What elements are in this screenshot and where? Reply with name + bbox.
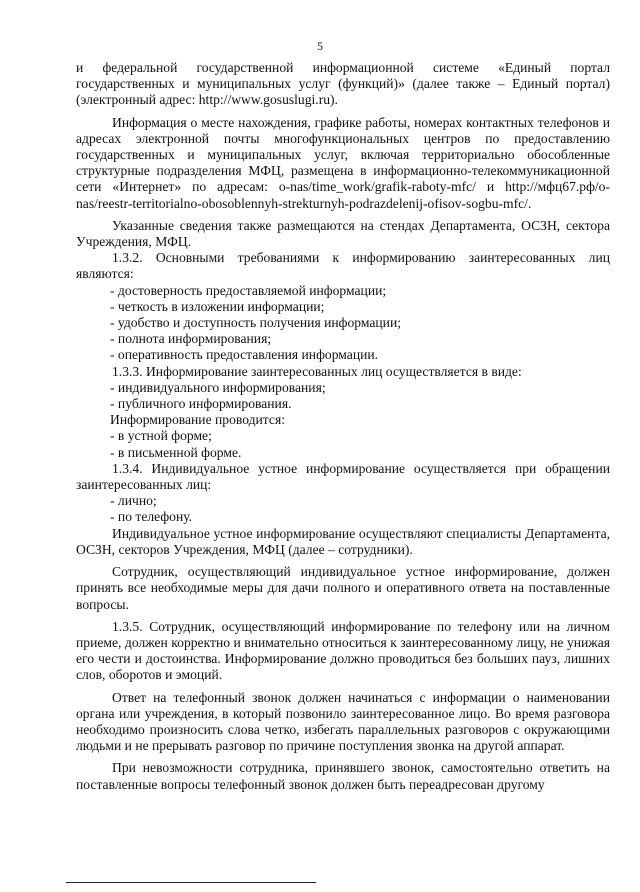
list-item: - оперативность предоставления информации. [110,347,379,363]
footnote-divider [66,882,316,883]
list-item: - по телефону. [110,509,193,525]
list-item: - полнота информирования; [110,331,272,347]
paragraph-portal-continuation: и федеральной государственной информационной системе «Единый портал государственных и муниципальных услуг (функций)» (далее также – Единый портал) (электронный адрес: http://www.gosuslugi.ru). [76,60,610,108]
document-body [76,60,610,793]
list-item: - индивидуального информирования; [110,379,326,395]
paragraph-informing-conducted: Информирование проводится: [110,412,285,428]
list-item: - в письменной форме. [110,444,242,460]
paragraph-stands-info: Указанные сведения также размещаются на стендах Департамента, ОСЗН, сектора Учреждения, МФЦ. [76,217,610,250]
paragraph-employee-measures: Сотрудник, осуществляющий индивидуальное устное информирование, должен принять все необходимые меры для дачи полного и оперативного ответа на поставленные вопросы. [76,564,610,612]
paragraph-redirect: При невозможности сотрудника, принявшего звонок, самостоятельно ответить на поставленные вопросы телефонный звонок должен быть переадресован другому [76,760,610,792]
list-item: - лично; [110,493,157,509]
paragraph-specialists: Индивидуальное устное информирование осуществляют специалисты Департамента, ОСЗН, секторов Учреждения, МФЦ (далее – сотрудники). [76,525,610,557]
page-number: 5 [317,39,323,53]
paragraph-individual-oral: 1.3.4. Индивидуальное устное информирование осуществляется при обращении заинтересованных лиц: [76,460,610,493]
list-item: - удобство и доступность получения информации; [110,315,401,331]
paragraph-phone-reception: 1.3.5. Сотрудник, осуществляющий информирование по телефону или на личном приеме, должен корректно и внимательно относиться к заинтересованному лицу, не унижая его чести и достоинства. Информирование должно проводиться без больших пауз, лишних слов, оборотов и эмоций. [76,618,610,683]
paragraph-phone-answer: Ответ на телефонный звонок должен начинаться с информации о наименовании органа или учреждения, в который позвонило заинтересованное лицо. Во время разговора необходимо произносить слова четко, избегать параллельных разговоров с окружающими людьми и не прерывать разговор по причине поступления звонка на другой аппарат. [76,689,610,754]
paragraph-requirements-heading: 1.3.2. Основными требованиями к информированию заинтересованных лиц являются: [76,250,610,282]
list-item: - публичного информирования. [110,396,292,412]
list-item: - четкость в изложении информации; [110,298,325,314]
list-item: - достоверность предоставляемой информации; [110,282,387,298]
paragraph-informing-forms: 1.3.3. Информирование заинтересованных лиц осуществляется в виде: [112,363,522,379]
paragraph-mfc-info: Информация о месте нахождения, графике работы, номерах контактных телефонов и адресах электронной почты многофункциональных центров по предоставлению государственных и муниципальных услуг, включая территориально обособленные структурные подразделения МФЦ, размещена в информационно-телекоммуникационной сети «Интернет» по адресам: o-nas/time_work/grafik-raboty-mfc/ и http://мфц67.рф/o-nas/reestr-territorialno-obosoblennyh-strekturnyh-podrazdelenij-ofisov-sogbu-mfc/. [76,114,610,211]
list-item: - в устной форме; [110,428,212,444]
